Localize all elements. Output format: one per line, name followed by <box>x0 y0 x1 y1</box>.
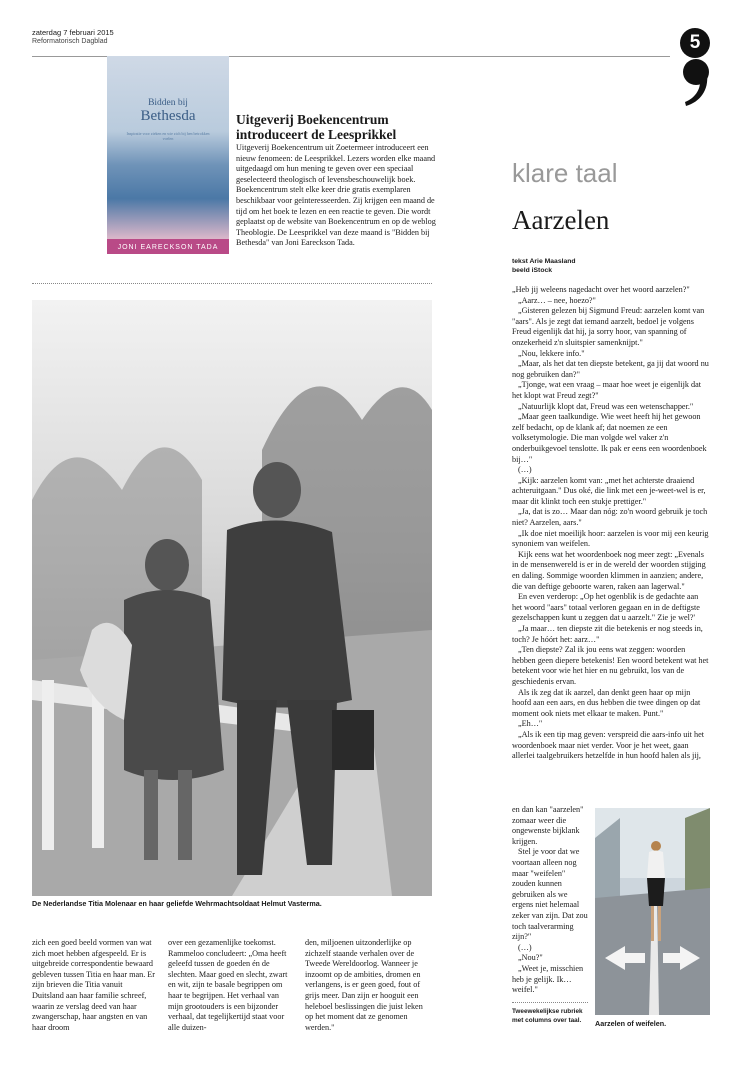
column-paragraph: „Ja, dat is zo… Maar dan nóg: zo'n woord gebruik je toch niet? Aarzelen, aars." <box>512 507 708 528</box>
column-paragraph: „Maar geen taalkundige. Wie weet heeft hij het gewoon zelf bedacht, op de klank af; dat noemen ze een volksetymologie. Die man volgde wel vaker z'n onderbuikgevoel tenslotte. Ik pak er eens een woordenboek bij…" <box>512 412 707 464</box>
article-body: Uitgeverij Boekencentrum uit Zoetermeer introduceert een nieuw fenomeen: de Leesprikkel. Lezers worden elke maand uitgedaagd om hun mening te geven over een speciaal geselecteerd theologisch of levensbeschouwelijk boek. Boekencentrum stelt elke keer drie gratis exemplaren beschikbaar voor geïnteresseerden. Zij krijgen een maand de tijd om het boek te lezen en een reactie te geven. Die wordt geplaatst op de website van Boekencentrum en op de weblog Theoblogie. De Leesprikkel van deze maand is "Bidden bij Bethesda" van Joni Eareckson Tada. <box>236 143 436 248</box>
book-subtitle: Inspiratie voor zieken en wie zich bij hen betrokken voelen <box>126 131 210 141</box>
column-paragraph: „Eh…" <box>518 719 543 729</box>
column-paragraph: en dan kan "aarzelen" zomaar weer die ongewenste bijklank krijgen. <box>512 805 584 846</box>
column-paragraph: Als ik zeg dat ik aarzel, dan denkt geen haar op mijn hoofd aan een aars, en dus hebben die twee dingen op dat moment ook niets met elkaar te maken. Punt." <box>512 687 701 718</box>
article-title: Uitgeverij Boekencentrum introduceert de Leesprikkel <box>236 112 397 142</box>
column-paragraph: „Aarz… – nee, hoezo?" <box>518 295 596 305</box>
book-title-line2: Bethesda <box>140 108 196 124</box>
column-paragraph: „Nou, lekkere info." <box>518 348 585 358</box>
column-paragraph: „Gisteren gelezen bij Sigmund Freud: aarzelen komt van "aars". Als je zegt dat iemand aarzelt, bedoel je volgens Freud eigenlijk dat hij, ja sorry hoor, van spanning of onzekerheid z'n sluitspier samenknijpt." <box>512 306 705 347</box>
column-paragraph: Kijk eens wat het woordenboek nog meer zegt: „Evenals in de mensenwereld is er in de wereld der woorden stijging en daling. Sommige woorden klimmen in aanzien; andere, die van deftige geboorte waren, raken aan lagerwal." <box>512 549 706 591</box>
column-paragraph: „Weet je, misschien heb je gelijk. Ik… weifel." <box>512 963 584 995</box>
article-continuation-col1: zich een goed beeld vormen van wat zich moet hebben afgespeeld. Er is uitgebreide correspondentie bewaard gebleven tussen Titia en haar man. Er zijn brieven die Titia vanuit Duitsland aan haar familie schreef, waarin ze verslag deed van haar zwangerschap, haar angsten en van haar droom <box>32 938 156 1032</box>
image-caption: Aarzelen of weifelen. <box>595 1019 667 1028</box>
photo-caption: De Nederlandse Titia Molenaar en haar geliefde Wehrmachtsoldaat Helmut Vasterma. <box>32 899 322 908</box>
author-credit: tekst Arie Maasland <box>512 258 576 265</box>
column-paragraph: Stel je voor dat we voortaan alleen nog maar "weifelen" zouden kunnen gebruiken als we ergens niet helemaal zeker van zijn. Dat zou toch taalverarming zijn?" <box>512 847 588 942</box>
section-divider <box>32 283 432 284</box>
book-title-line1: Bidden bij <box>148 98 188 108</box>
page-number-badge: 5 <box>680 28 710 58</box>
book-author: JONI EARECKSON TADA <box>117 244 219 251</box>
column-body-narrow <box>512 805 588 996</box>
column-paragraph: „Heb jij weleens nagedacht over het woord aarzelen?" <box>512 285 690 294</box>
column-credits <box>512 257 576 275</box>
article-continuation-col2: over een gezamenlijke toekomst. Rammeloo concludeert: „Oma heeft geleefd tussen de goeden én de slechten. Maar goed en slecht, zwart en wit, zijn te basale begrippen om haar te begrijpen. Het verhaal van mijn grootouders is een bijzonder verhaal, dat tegelijkertijd staat voor alle duizen- <box>168 938 288 1032</box>
section-kicker: klare taal <box>512 158 618 188</box>
column-paragraph: „Ja maar… ten diepste zit die betekenis er nog steeds in, toch? Je hóórt het: aarz…" <box>512 624 703 644</box>
image-credit: beeld iStock <box>512 267 553 274</box>
column-paragraph: En even verderop: „Op het ogenblik is de gedachte aan het woord "aars" totaal verloren gegaan en in de deftigste gezelschappen kunt u zeggen dat u aarzelt." Zie je wel?' <box>512 592 700 623</box>
column-paragraph: (…) <box>518 465 532 475</box>
column-body <box>512 285 710 762</box>
woman-at-crossroads-image <box>595 808 710 1015</box>
column-paragraph: „Ik doe niet moeilijk hoor: aarzelen is voor mij een keurig synoniem van weifelen. <box>512 528 709 549</box>
column-sidenote: Tweewekelijkse rubriek met columns over taal. <box>512 1008 583 1024</box>
comma-logo-icon <box>678 56 718 108</box>
column-paragraph: „Tjonge, wat een vraag – maar hoe weet je eigenlijk dat het klopt wat Freud zegt?" <box>512 380 701 400</box>
column-paragraph: (…) <box>518 942 532 952</box>
column-paragraph: „Ten diepste? Zal ik jou eens wat zeggen: woorden hebben geen diepere betekenis! Een woord betekent wat het betekent voor wie het hier en nu gebruikt, los van de geschiedenis ervan. <box>512 645 709 686</box>
newspaper-name: Reformatorisch Dagblad <box>32 38 108 45</box>
column-headline: Aarzelen <box>512 205 610 235</box>
column-paragraph: „Als ik een tip mag geven: verspreid die aars-info uit het woordenboek maar niet verder. Voor je het weet, gaan allerlei taalgebruikers hetzelfde in hun hoofd halen als jij, <box>512 729 704 761</box>
edition-date: zaterdag 7 februari 2015 <box>32 28 114 37</box>
column-paragraph: „Nou?" <box>518 953 543 963</box>
historic-couple-photo <box>32 300 432 896</box>
book-cover-image <box>107 56 229 254</box>
article-continuation-col3: den, miljoenen uitzonderlijke op zichzelf staande verhalen over de Tweede Wereldoorlog. Wanneer je inzoomt op de ambities, dromen en verlangens, is er geen goed, fout of grijs meer. Dan zijn er hooguit een heleboel beslissingen die juist leken op het moment dat ze genomen werden." <box>305 938 423 1032</box>
column-paragraph: „Natuurlijk klopt dat, Freud was een wetenschapper." <box>518 401 694 411</box>
column-paragraph: „Kijk: aarzelen komt van: „met het achterste draaiend achteruitgaan." Dus oké, die link met een je-weet-wel is er, maar dit klinkt toch een stukje prettiger." <box>512 475 706 506</box>
column-paragraph: „Maar, als het dat ten diepste betekent, ga jij dat woord nu nog gebruiken dan?" <box>512 359 709 379</box>
sidenote-divider <box>512 1002 588 1003</box>
